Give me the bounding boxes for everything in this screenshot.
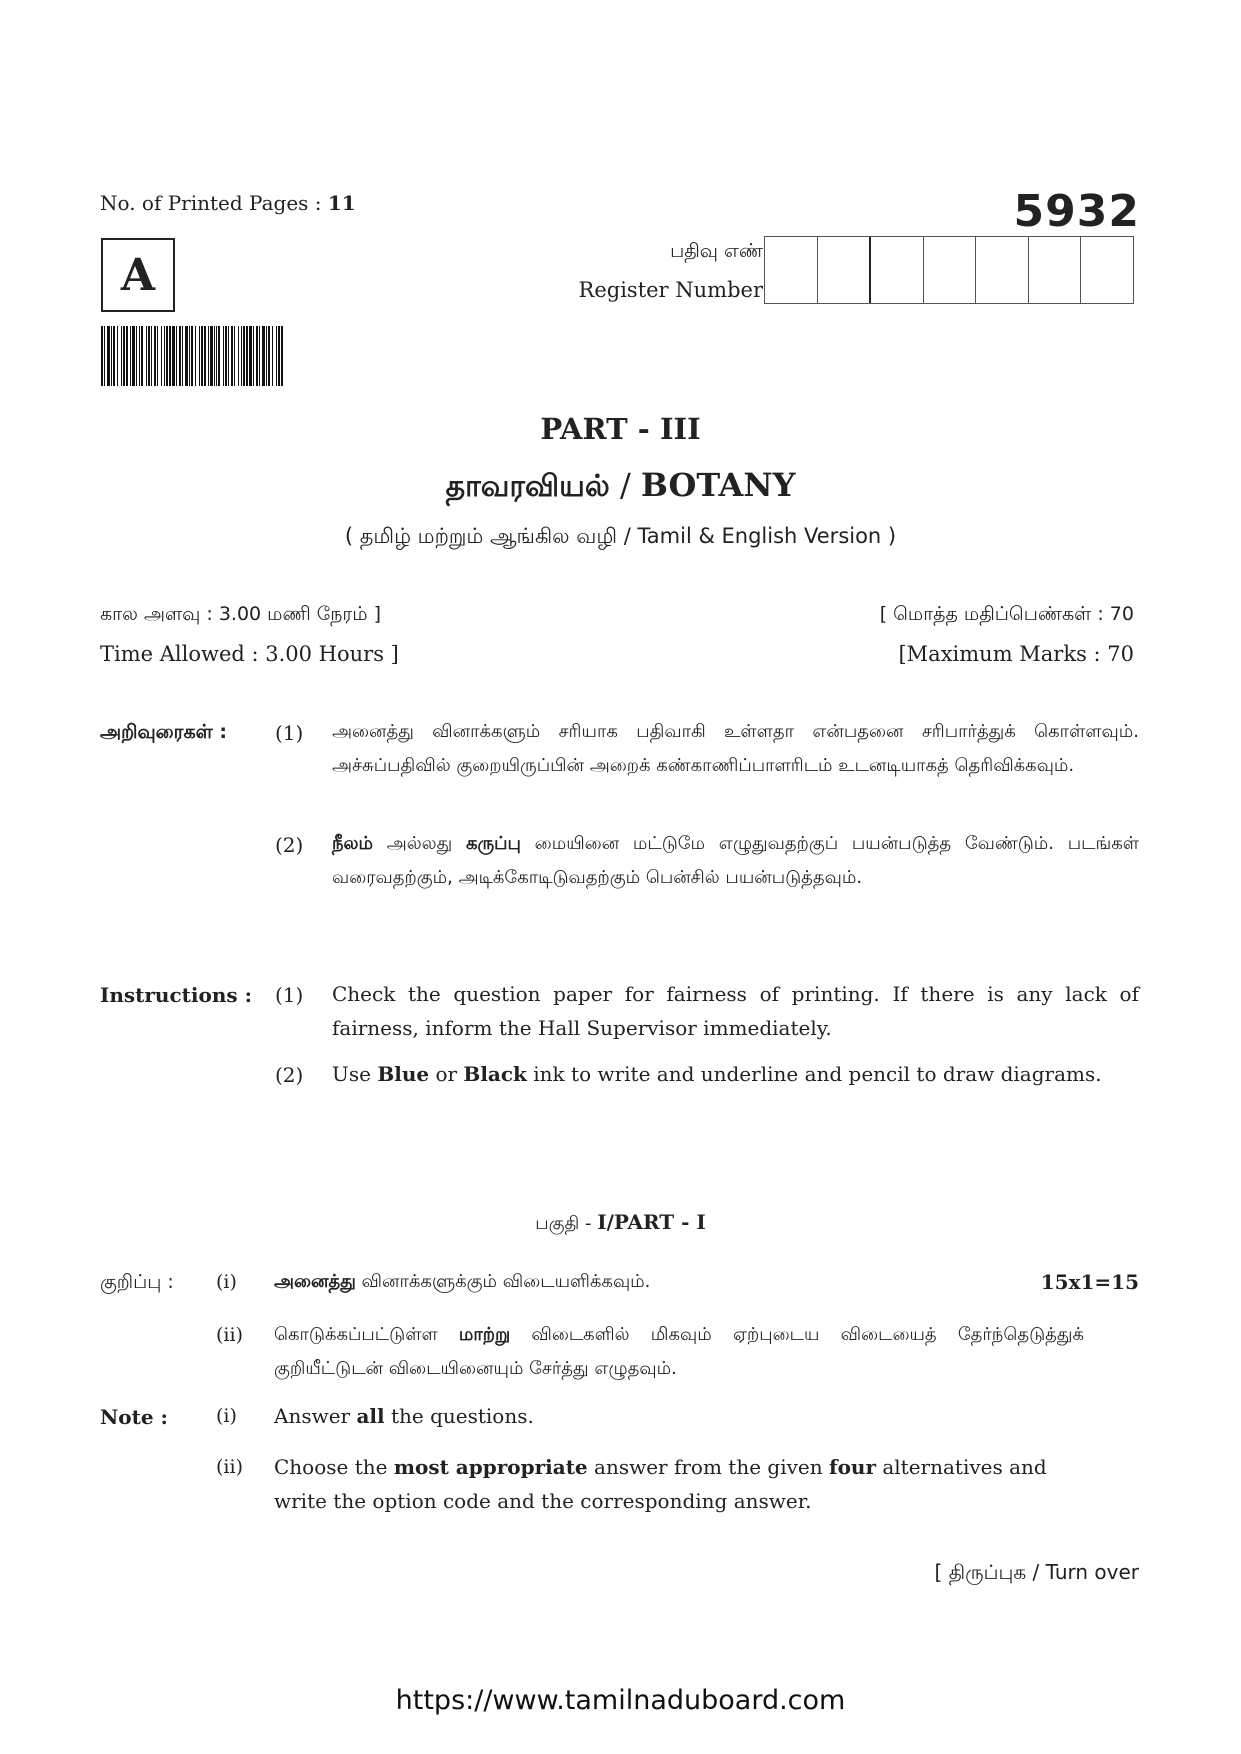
instruction-number: (2): [275, 1063, 304, 1087]
barcode: [101, 326, 285, 386]
note-tamil-2: [274, 1318, 1084, 1386]
instruction-number: (1): [275, 721, 304, 745]
bold-all-ta: அனைத்து: [274, 1271, 356, 1292]
part1-heading-english: I/PART - I: [597, 1210, 706, 1234]
bold-all-en: all: [356, 1404, 385, 1428]
bold-four: four: [828, 1455, 876, 1479]
barcode-bar: [283, 326, 285, 386]
text-span: மையினை மட்டுமே எழுதுவதற்குப் பயன்படுத்த வேண்டும். படங்கள் வரைவதற்கும், அடிக்கோடிடுவதற்கும் பென்சில் பயன்படுத்தவும்.: [332, 833, 1139, 888]
instruction-tamil-2: [332, 827, 1139, 895]
note-number: (i): [216, 1405, 237, 1427]
register-digit-box[interactable]: [871, 237, 924, 303]
register-digit-box[interactable]: [1029, 237, 1082, 303]
printed-pages-label: No. of Printed Pages :: [100, 191, 328, 215]
subject-english: BOTANY: [640, 466, 796, 504]
note-number: (ii): [216, 1456, 243, 1478]
note-number: (ii): [216, 1324, 243, 1346]
note-english-1: [274, 1404, 534, 1428]
text-span: விடைகளில் மிகவும் ஏற்புடைய விடையைத் தேர்ந்தெடுத்துக் குறியீட்டுடன் விடையினையும் சேர்த்து எழுதவும்.: [274, 1324, 1084, 1379]
instruction-number: (1): [275, 983, 304, 1007]
text-span: ink to write and underline and pencil to draw diagrams.: [526, 1062, 1102, 1086]
max-marks-english: [Maximum Marks : 70: [898, 642, 1134, 666]
part1-marks: 15x1=15: [1040, 1270, 1139, 1294]
register-label-english: Register Number: [578, 278, 763, 302]
subject-tamil: தாவரவியல்: [445, 469, 610, 504]
paper-code: 5932: [1013, 186, 1140, 237]
text-span: alternatives and write the option code and the corresponding answer.: [274, 1455, 1047, 1513]
text-span: கொடுக்கப்பட்டுள்ள: [274, 1324, 459, 1345]
text-span: or: [429, 1062, 464, 1086]
text-span: அல்லது: [372, 833, 466, 854]
printed-pages: [100, 191, 356, 215]
register-number-boxes[interactable]: [764, 236, 1134, 304]
part1-heading-tamil: பகுதி -: [535, 1213, 598, 1234]
bold-blue-ta: நீலம்: [332, 833, 373, 854]
bold-blue-en: Blue: [377, 1062, 430, 1086]
instructions-label-english: Instructions :: [100, 983, 252, 1007]
instruction-number: (2): [275, 833, 304, 857]
instructions-label-tamil: அறிவுரைகள் :: [100, 721, 227, 743]
bold-most-appropriate: most appropriate: [393, 1455, 588, 1479]
text-span: answer from the given: [587, 1455, 829, 1479]
text-span: வினாக்களுக்கும் விடையளிக்கவும்.: [355, 1271, 651, 1292]
note-label-tamil: குறிப்பு :: [100, 1271, 174, 1293]
subject-separator: /: [609, 466, 641, 504]
max-marks-tamil: [ மொத்த மதிப்பெண்கள் : 70: [879, 603, 1134, 625]
text-span: Choose the: [274, 1455, 394, 1479]
subject-title: [0, 466, 1241, 508]
register-digit-box[interactable]: [818, 237, 872, 303]
website-url[interactable]: https://www.tamilnaduboard.com: [395, 1685, 846, 1716]
note-english-2: [274, 1450, 1086, 1518]
series-box: [101, 238, 175, 312]
instruction-tamil-1: அனைத்து வினாக்களும் சரியாக பதிவாகி உள்ளதா என்பதனை சரிபார்த்துக் கொள்ளவும். அச்சுப்பதிவில் குறையிருப்பின் அறைக் கண்காணிப்பாளரிடம் உடனடியாகத் தெரிவிக்கவும்.: [332, 721, 1139, 776]
bold-black-en: Black: [463, 1062, 527, 1086]
text-span: Use: [332, 1062, 378, 1086]
series-letter: A: [120, 249, 156, 301]
note-label-english: Note :: [100, 1405, 168, 1429]
register-digit-box[interactable]: [976, 237, 1029, 303]
part-title: PART - III: [540, 412, 701, 446]
register-label-tamil: பதிவு எண்: [670, 240, 763, 262]
register-digit-box[interactable]: [1081, 237, 1133, 303]
instruction-english-1: Check the question paper for fairness of printing. If there is any lack of fairness, inform the Hall Supervisor immediately.: [332, 982, 1139, 1040]
part1-heading: [0, 1210, 1241, 1236]
register-digit-box[interactable]: [924, 237, 977, 303]
text-span: the questions.: [384, 1404, 534, 1428]
printed-pages-value: 11: [327, 191, 356, 215]
time-allowed-english: Time Allowed : 3.00 Hours ]: [100, 642, 399, 666]
bold-black-ta: கருப்பு: [465, 833, 521, 854]
register-digit-box[interactable]: [765, 237, 818, 303]
bold-alternate-ta: மாற்று: [458, 1324, 511, 1345]
text-span: Answer: [274, 1404, 357, 1428]
time-allowed-tamil: கால அளவு : 3.00 மணி நேரம் ]: [100, 603, 381, 625]
version-line: ( தமிழ் மற்றும் ஆங்கில வழி / Tamil & English Version ): [344, 524, 897, 548]
note-tamil-1: [274, 1271, 650, 1294]
turn-over: [ திருப்புக / Turn over: [934, 1560, 1139, 1584]
note-number: (i): [216, 1271, 237, 1293]
instruction-english-2: [332, 1057, 1139, 1091]
